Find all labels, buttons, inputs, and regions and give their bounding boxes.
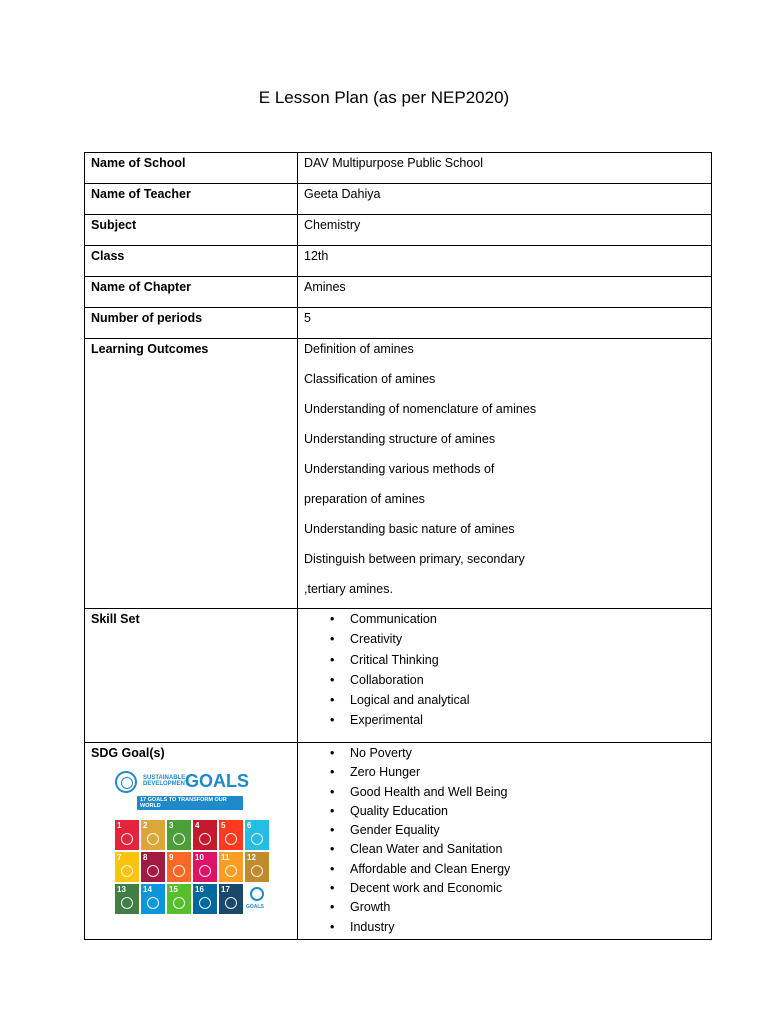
lesson-plan-table (84, 152, 712, 940)
list-item (330, 804, 705, 823)
sdg-goal-icon (121, 865, 133, 877)
sdg-tile-number: 13 (117, 885, 126, 894)
sdg-tile-number: 9 (169, 853, 174, 862)
list-item (330, 673, 705, 693)
learning-outcomes-label: Learning Outcomes (85, 339, 298, 609)
sdg-goal-text: Quality Education (350, 803, 448, 818)
skill-text: Collaboration (350, 672, 424, 687)
sdg-tile-number: 1 (117, 821, 122, 830)
sdg-goals-cell (298, 743, 712, 940)
row-school (85, 153, 712, 184)
class-value: 12th (298, 246, 712, 277)
sdg-wheel-tile (245, 884, 269, 914)
sdg-goal-text: Growth (350, 900, 391, 915)
sdg-goal-icon (173, 833, 185, 845)
sdg-logo-word: GOALS (185, 771, 250, 791)
skill-text: Critical Thinking (350, 652, 439, 667)
sdg-label: SDG Goal(s) (91, 746, 165, 760)
teacher-label: Name of Teacher (85, 184, 298, 215)
chapter-label: Name of Chapter (85, 277, 298, 308)
skill-set-list (304, 612, 705, 734)
periods-label: Number of periods (85, 308, 298, 339)
list-item (330, 842, 705, 861)
sdg-goal-icon (173, 865, 185, 877)
sdg-goal-text: Affordable and Clean Energy (350, 861, 511, 876)
list-item (330, 612, 705, 632)
list-item (330, 785, 705, 804)
sdg-label-cell (85, 743, 298, 940)
sdg-logo-line2: DEVELOPMENT (143, 781, 189, 787)
sdg-tile-number: 10 (195, 853, 204, 862)
bullet-icon: • (330, 919, 335, 934)
skill-text: Communication (350, 612, 437, 626)
skill-set-label: Skill Set (85, 609, 298, 743)
bullet-icon: • (330, 861, 335, 876)
learning-outcome-item: ,tertiary amines. (304, 582, 393, 596)
skill-text: Experimental (350, 713, 423, 728)
bullet-icon: • (330, 632, 335, 647)
sdg-logo-line1: SUSTAINABLE (143, 775, 186, 781)
bullet-icon: • (330, 713, 335, 728)
bullet-icon: • (330, 765, 335, 780)
sdg-tile-grid (115, 820, 264, 914)
sdg-tile (141, 884, 165, 914)
learning-outcome-item: Understanding basic nature of amines (304, 522, 515, 536)
sdg-tile (193, 820, 217, 850)
sdg-tile (167, 852, 191, 882)
sdg-goal-icon (121, 897, 133, 909)
sdg-goal-icon (225, 833, 237, 845)
page-title: E Lesson Plan (as per NEP2020) (258, 88, 510, 107)
sdg-tile-number: 4 (195, 821, 200, 830)
list-item (330, 765, 705, 784)
bullet-icon: • (330, 881, 335, 896)
subject-value: Chemistry (298, 215, 712, 246)
sdg-goal-text: Clean Water and Sanitation (350, 842, 503, 857)
sdg-goal-text: Gender Equality (350, 823, 440, 838)
list-item (330, 862, 705, 881)
sdg-tile (141, 852, 165, 882)
sdg-logo-banner: 17 GOALS TO TRANSFORM OUR WORLD (137, 796, 243, 810)
sdg-tile (193, 884, 217, 914)
sdg-tile (115, 884, 139, 914)
learning-outcomes-list (298, 339, 712, 609)
sdg-goal-icon (225, 865, 237, 877)
sdg-tile (115, 820, 139, 850)
sdg-logo-words (143, 771, 250, 791)
list-item (330, 900, 705, 919)
skill-text: Logical and analytical (350, 693, 470, 708)
sdg-tile-number: 8 (143, 853, 148, 862)
sdg-tile-number: 16 (195, 885, 204, 894)
bullet-icon: • (330, 900, 335, 915)
sdg-tile (219, 884, 243, 914)
row-periods (85, 308, 712, 339)
list-item (330, 632, 705, 652)
row-sdg-goals (85, 743, 712, 940)
sdg-tile (141, 820, 165, 850)
sdg-wheel-text: GOALS (246, 904, 264, 910)
sdg-goal-icon (147, 833, 159, 845)
sdg-tile-number: 17 (221, 885, 230, 894)
un-emblem-icon (115, 771, 137, 793)
row-teacher (85, 184, 712, 215)
row-subject (85, 215, 712, 246)
sdg-goal-icon (121, 833, 133, 845)
sdg-goal-icon (199, 865, 211, 877)
row-learning-outcomes (85, 339, 712, 609)
sdg-tile-number: 7 (117, 853, 122, 862)
bullet-icon: • (330, 803, 335, 818)
sdg-goals-list (304, 746, 705, 939)
sdg-tile (245, 852, 269, 882)
sdg-goal-icon (199, 897, 211, 909)
learning-outcome-item: Classification of amines (304, 372, 436, 386)
school-value: DAV Multipurpose Public School (298, 153, 712, 184)
list-item (330, 713, 705, 733)
sdg-tile (115, 852, 139, 882)
sdg-tile-number: 6 (247, 821, 252, 830)
row-class (85, 246, 712, 277)
skill-text: Creativity (350, 632, 403, 647)
bullet-icon: • (330, 746, 335, 760)
sdg-tile-number: 3 (169, 821, 174, 830)
sdg-tile-number: 12 (247, 853, 256, 862)
row-skill-set (85, 609, 712, 743)
bullet-icon: • (330, 612, 335, 626)
list-item (330, 881, 705, 900)
sdg-tile-number: 14 (143, 885, 152, 894)
list-item (330, 823, 705, 842)
teacher-value: Geeta Dahiya (298, 184, 712, 215)
sdg-goal-icon (199, 833, 211, 845)
bullet-icon: • (330, 652, 335, 667)
sdg-goal-icon (147, 865, 159, 877)
list-item (330, 920, 705, 939)
school-label: Name of School (85, 153, 298, 184)
sdg-tile-number: 5 (221, 821, 226, 830)
learning-outcome-item: preparation of amines (304, 492, 425, 506)
sdg-wheel-icon (250, 887, 264, 901)
skill-set-cell (298, 609, 712, 743)
learning-outcome-item: Definition of amines (304, 342, 414, 356)
sdg-tile (167, 884, 191, 914)
list-item (330, 693, 705, 713)
sdg-goal-icon (251, 833, 263, 845)
sdg-goal-text: Zero Hunger (350, 765, 421, 780)
chapter-value: Amines (298, 277, 712, 308)
bullet-icon: • (330, 672, 335, 687)
sdg-tile-number: 15 (169, 885, 178, 894)
sdg-goal-text: Good Health and Well Being (350, 784, 508, 799)
bullet-icon: • (330, 693, 335, 708)
sdg-goal-icon (147, 897, 159, 909)
sdg-tile (219, 820, 243, 850)
sdg-tile-number: 2 (143, 821, 148, 830)
learning-outcome-item: Understanding various methods of (304, 462, 495, 476)
sdg-goal-text: Decent work and Economic (350, 881, 503, 896)
sdg-tile-number: 11 (221, 853, 230, 862)
sdg-goal-icon (225, 897, 237, 909)
learning-outcome-item: Understanding structure of amines (304, 432, 496, 446)
sdg-goal-text: Industry (350, 919, 395, 934)
bullet-icon: • (330, 823, 335, 838)
sdg-logo (115, 768, 264, 914)
class-label: Class (85, 246, 298, 277)
sdg-logo-header (115, 768, 255, 796)
subject-label: Subject (85, 215, 298, 246)
list-item (330, 746, 705, 765)
sdg-tile (193, 852, 217, 882)
list-item (330, 653, 705, 673)
sdg-goal-icon (173, 897, 185, 909)
sdg-tile (245, 820, 269, 850)
sdg-goal-text: No Poverty (350, 746, 412, 760)
learning-outcome-item: Understanding of nomenclature of amines (304, 402, 537, 416)
row-chapter (85, 277, 712, 308)
bullet-icon: • (330, 842, 335, 857)
periods-value: 5 (298, 308, 712, 339)
sdg-tile (167, 820, 191, 850)
bullet-icon: • (330, 784, 335, 799)
sdg-tile (219, 852, 243, 882)
learning-outcome-item: Distinguish between primary, secondary (304, 552, 525, 566)
sdg-goal-icon (251, 865, 263, 877)
